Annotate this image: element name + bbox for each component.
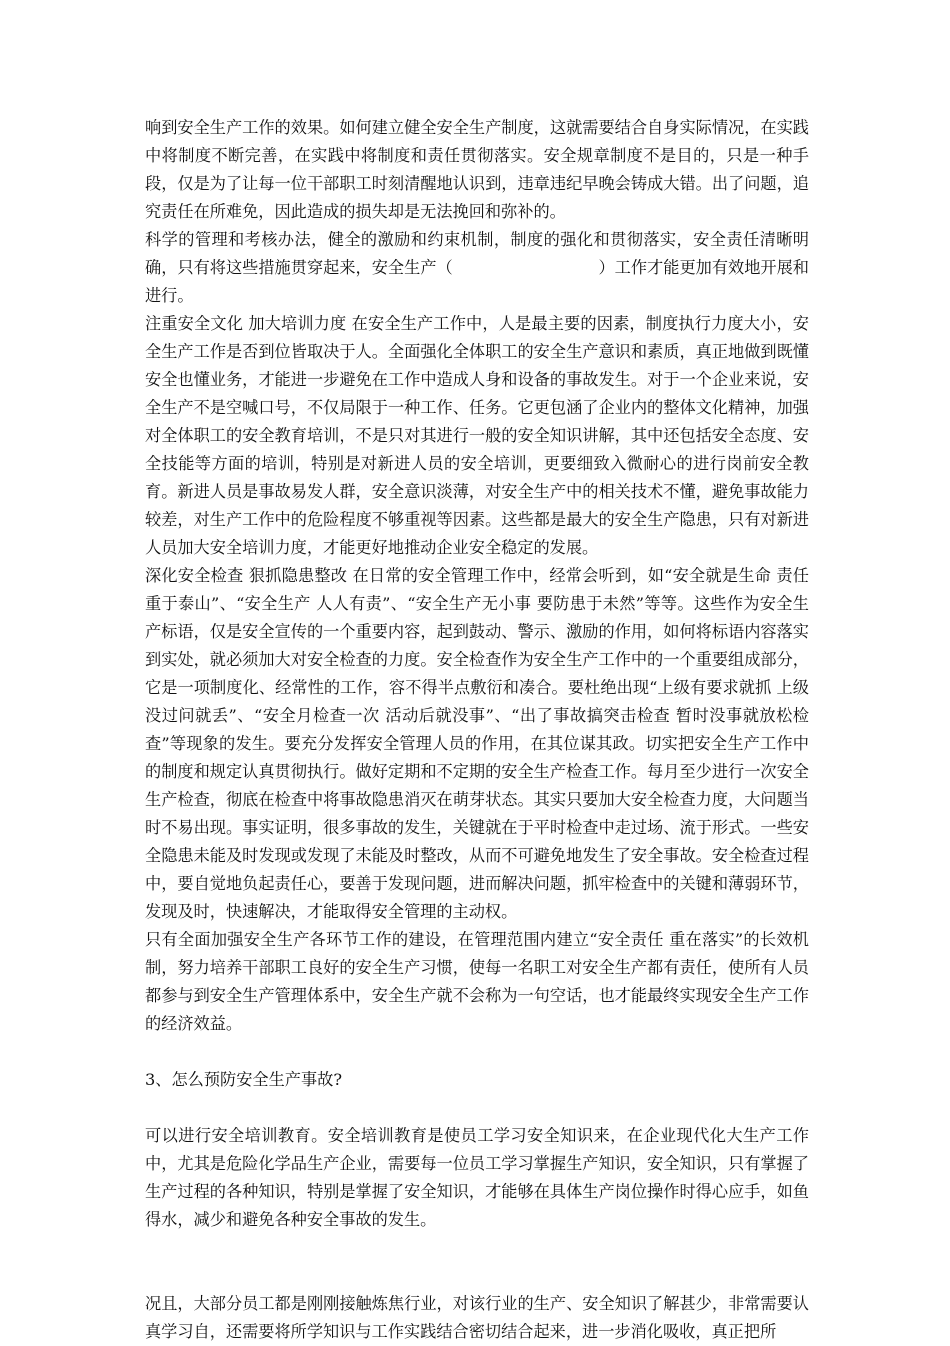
paragraph-management-methods: 科学的管理和考核办法，健全的激励和约束机制，制度的强化和贯彻落实，安全责任清晰明确，只有将这些措施贯穿起来，安全生产（ ）工作才能更加有效地开展和进行。: [145, 230, 809, 305]
paragraph-conclusion: 只有全面加强安全生产各环节工作的建设，在管理范围内建立“安全责任 重在落实”的长效机制，努力培养干部职工良好的安全生产习惯，使每一名职工对安全生产都有责任，使所有人员都参与到安全生产管理体系中，安全生产就不会称为一句空话，也才能最终实现安全生产工作的经济效益。: [145, 930, 809, 1033]
paragraph-safety-system: 响到安全生产工作的效果。如何建立健全安全生产制度，这就需要结合自身实际情况，在实践中将制度不断完善，在实践中将制度和责任贯彻落实。安全规章制度不是目的，只是一种手段，仅是为了让每一位干部职工时刻清醒地认识到，违章违纪早晚会铸成大错。出了问题，追究责任在所难免，因此造成的损失却是无法挽回和弥补的。: [145, 118, 809, 221]
paragraph-new-staff: 况且，大部分员工都是刚刚接触炼焦行业，对该行业的生产、安全知识了解甚少，非常需要认真学习自，还需要将所学知识与工作实践结合密切结合起来，进一步消化吸收，真正把所: [145, 1294, 809, 1341]
paragraph-training: 可以进行安全培训教育。安全培训教育是使员工学习安全知识来，在企业现代化大生产工作中，尤其是危险化学品生产企业，需要每一位员工学习掌握生产知识，安全知识，只有掌握了生产过程的各种知识，特别是掌握了安全知识，才能够在具体生产岗位操作时得心应手，如鱼得水，减少和避免各种安全事故的发生。: [145, 1126, 809, 1229]
paragraph-safety-inspection: 深化安全检查 狠抓隐患整改 在日常的安全管理工作中，经常会听到，如“安全就是生命 责任重于泰山”、“安全生产 人人有责”、“安全生产无小事 要防患于未然”等等。这些作为安全生产标语，仅是安全宣传的一个重要内容，起到鼓动、警示、激励的作用，如何将标语内容落实到实处，就必须加大对安全检查的力度。安全检查作为安全生产工作中的一个重要组成部分，它是一项制度化、经常性的工作，容不得半点敷衍和凑合。要杜绝出现“上级有要求就抓 上级没过问就丢”、“安全月检查一次 活动后就没事”、“出了事故搞突击检查 暂时没事就放松检查”等现象的发生。要充分发挥安全管理人员的作用，在其位谋其政。切实把安全生产工作中的制度和规定认真贯彻执行。做好定期和不定期的安全生产检查工作。每月至少进行一次安全生产检查，彻底在检查中将事故隐患消灭在萌芽状态。其实只要加大安全检查力度，大问题当时不易出现。事实证明，很多事故的发生，关键就在于平时检查中走过场、流于形式。一些安全隐患未能及时发现或发现了未能及时整改，从而不可避免地发生了安全事故。安全检查过程中，要自觉地负起责任心，要善于发现问题，进而解决问题，抓牢检查中的关键和薄弱环节，发现及时，快速解决，才能取得安全管理的主动权。: [145, 566, 809, 921]
section-heading: 3、怎么预防安全生产事故?: [145, 1070, 343, 1089]
document-body: [145, 114, 809, 1346]
paragraph-safety-culture: 注重安全文化 加大培训力度 在安全生产工作中，人是最主要的因素，制度执行力度大小，安全生产工作是否到位皆取决于人。全面强化全体职工的安全生产意识和素质，真正地做到既懂安全也懂业务，才能进一步避免在工作中造成人身和设备的事故发生。对于一个企业来说，安全生产不是空喊口号，不仅局限于一种工作、任务。它更包涵了企业内的整体文化精神，加强对全体职工的安全教育培训，不是只对其进行一般的安全知识讲解，其中还包括安全态度、安全技能等方面的培训，特别是对新进人员的安全培训，更要细致入微耐心的进行岗前安全教育。新进人员是事故易发人群，安全意识淡薄，对安全生产中的相关技术不懂，避免事故能力较差，对生产工作中的危险程度不够重视等因素。这些都是最大的安全生产隐患，只有对新进人员加大安全培训力度，才能更好地推动企业安全稳定的发展。: [145, 314, 809, 557]
